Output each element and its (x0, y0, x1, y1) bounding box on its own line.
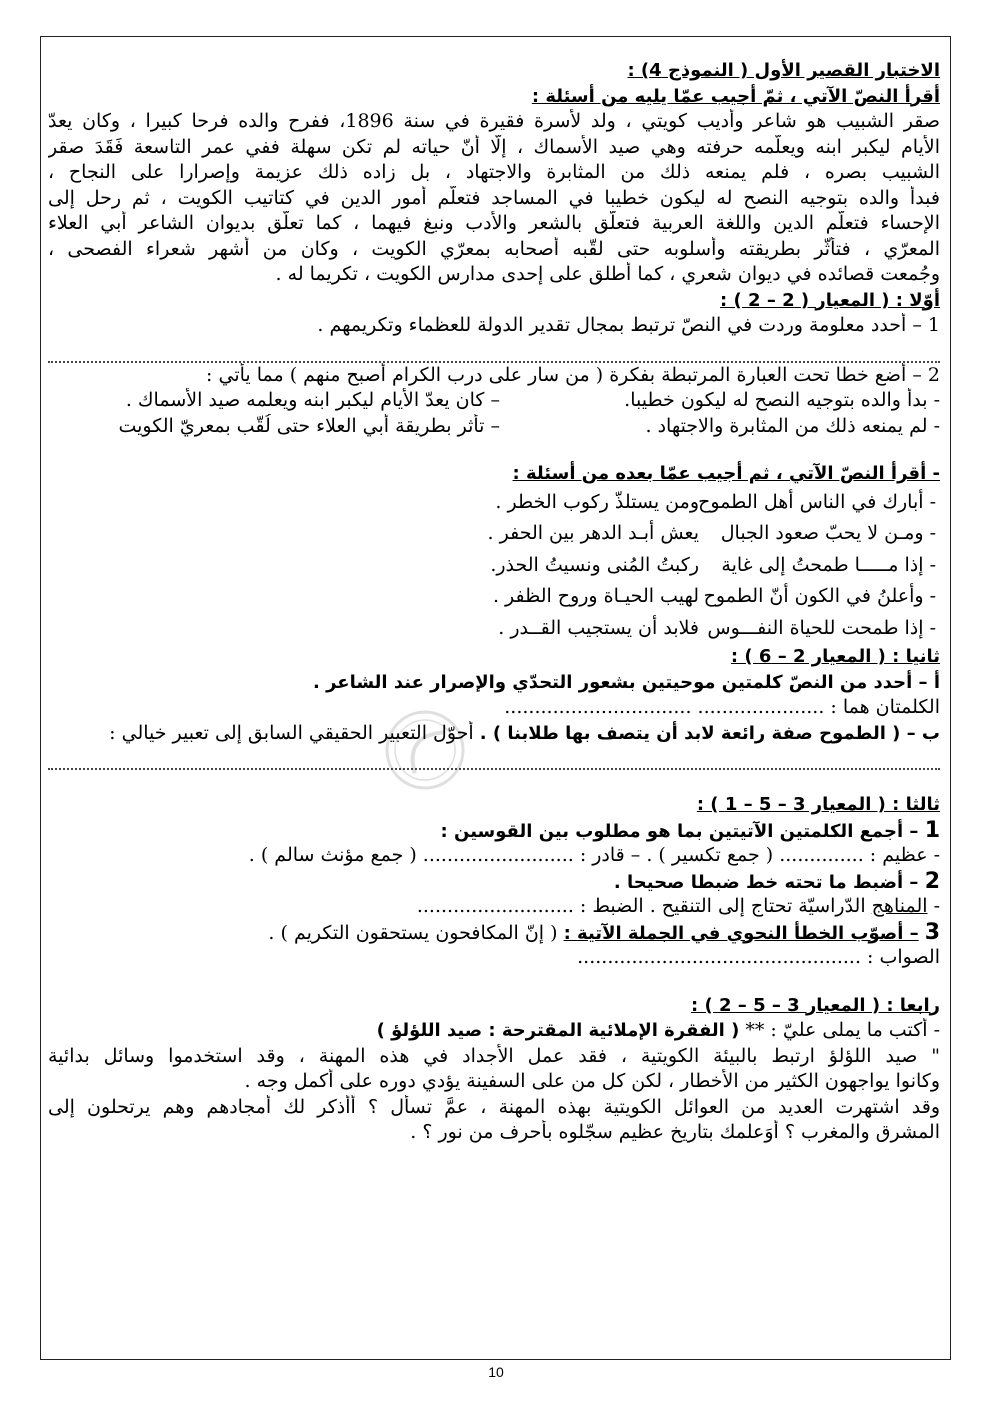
passage-line: الإحساء فتعلّم الدين واللغة العربية فتعلّق بالشعر والأدب ونبغ فيهما ، كما تعلّق بديوان الشاعر أبي العلاء (48, 212, 940, 234)
verse-second-half: فلابد أن يستجيب القــدر . (498, 616, 699, 639)
question-text: ( إنّ المكافحون يستحقون التكريم ) . (268, 921, 558, 944)
answer-line[interactable] (48, 339, 940, 363)
passage-line: الأيام ليكبر ابنه ويعلّمه حرفته وهي صيد الأسماك ، إلّا أنّ حياته لم تكن سهلة ففي عمر التاسعة فَقَدَ صقر (48, 135, 940, 158)
question-text: – أجمع الكلمتين الآتيتين بما هو مطلوب بين القوسين : (440, 820, 919, 842)
verse-second-half: لهيب الحيـاة وروح الظفر . (492, 585, 699, 607)
instruction-read-passage: أقرأ النصّ الآتي ، ثمّ أجيب عمّا يليه من أسئلة : (531, 85, 940, 107)
verse-second-half: يعش أبـد الدهر بين الحفر . (487, 522, 699, 544)
dictation-paragraph (48, 1044, 940, 1146)
dictation-line: المشرق والمغرب ؟ أوَعلمك بتاريخ عظيم سجّلوه بأحرف من نور ؟ . (410, 1121, 940, 1143)
question-number: 3 (924, 919, 940, 945)
passage-line: فبدأ والده بتوجيه النصح له ليكون خطيبا في المساجد فتعلّم أمور الدين في كتاتيب الكويت ، ثم رحل إلى (48, 186, 940, 209)
section1-heading: أوّلا : ( المعيار ( 2 – 2 ) : (720, 289, 940, 311)
question-text: – أحدد معلومة وردت في النصّ ترتبط بمجال تقدير الدولة للعظماء وتكريمهم . (317, 314, 922, 336)
section3-q3 (48, 920, 940, 946)
passage-line: الشبيب بصره ، فلم يمنعه ذلك من المثابرة والاجتهاد ، بل زاده ذلك عزيمة وإصرارا على النجاح ، (48, 161, 940, 183)
dictation-line: " صيد اللؤلؤ ارتبط بالبيئة الكويتية ، فقد عمل الأجداد في هذه المهنة ، وقد استخدموا وسائل بدائية (48, 1044, 940, 1067)
verse-first-half: - إذا مـــــا طمحتُ إلى غاية (721, 553, 936, 576)
section3-q2 (48, 869, 940, 895)
verse-first-half: - إذا طمحت للحياة النفـــوس (707, 616, 936, 639)
passage-line: المعرّي ، فتأثّر بطريقته وأسلوبه حتى لقّبه أصحابه بمعرّي الكويت ، وكان من أشهر شعراء الفصحى ، (48, 237, 940, 260)
verse-second-half: ومن يستلذّ ركوب الخطر . (495, 490, 699, 513)
section3-q1 (48, 818, 940, 844)
question-number: 2 (924, 868, 940, 894)
passage-line: صقر الشبيب هو شاعر وأديب كويتي ، ولد لأسرة فقيرة في سنة 1896، ففرح والده فرحا كبيرا ، وكان يعدّ (48, 110, 940, 132)
question-text-bold: – أصوّب الخطأ النحوي في الجملة الآتية : (563, 922, 919, 944)
question-text: – أضبط ما تحته خط ضبطا صحيحا . (613, 871, 919, 893)
option-b[interactable]: – كان يعدّ الأيام ليكبر ابنه ويعلمه صيد الأسماك . (125, 389, 500, 411)
poem-verse (48, 581, 940, 613)
passage-line: وجُمعت قصائده في ديوان شعري ، كما أُطلق على إحدى مدارس الكويت ، تكريما له . (275, 263, 940, 285)
dictation-line: وقد اشتهرت العديد من العوائل الكويتية بهذه المهنة ، عمَّ تسأل ؟ أأذكر لك أمجادهم وهم يرتحلون إلى (48, 1095, 940, 1118)
dictation-instruction (48, 1018, 940, 1044)
section2-qb (48, 721, 940, 747)
poem-verse (48, 613, 940, 645)
option-a[interactable]: - بدأ والده بتوجيه النصح له ليكون خطيبا. (624, 389, 940, 411)
question-text-bold: ب – ( الطموح صفة رائعة لابد أن يتصف بها طلابنا ) . (479, 722, 940, 744)
section3-q3-answer[interactable]: الصواب : ............................................... (577, 946, 940, 968)
options-row (48, 414, 940, 440)
option-d[interactable]: – تأثر بطريقة أبي العلاء حتى لُقّب بمعريّ الكويت (118, 414, 500, 437)
poem-verse (48, 487, 940, 519)
section3-heading: ثالثا : ( المعيار 3 – 5 – 1 ) : (696, 794, 940, 815)
verse-first-half: - ومـن لا يحبّ صعود الجبال (720, 522, 936, 544)
options-row (48, 388, 940, 414)
verse-first-half: - وأعلنُ في الكون أنّ الطموح (703, 585, 936, 607)
poem-verse (48, 518, 940, 550)
underlined-word: المناهج (871, 895, 928, 917)
question-text: أحوّل التعبير الحقيقي السابق إلى تعبير خيالي : (109, 721, 474, 744)
sentence-rest: الدّراسيّة تحتاج إلى التنقيح . الضبط : .......................... (416, 895, 872, 917)
instruction-text: - أكتب ما يملى عليّ : ** (739, 1019, 940, 1041)
exam-content (48, 58, 940, 1146)
question-number: 1 (927, 314, 940, 336)
section4-heading: رابعا : ( المعيار 3 – 5 – 2 ) : (691, 994, 940, 1016)
poem (48, 487, 940, 645)
dash: - (927, 895, 940, 917)
section3-q1-line[interactable]: - عظيم : .............. ( جمع تكسير ) . – قادر : ......................... ( جمع مؤنث سالم ) . (248, 844, 940, 866)
answer-line[interactable] (48, 746, 940, 770)
section1-q1 (48, 313, 940, 339)
section2-qa: أ – أحدد من النصّ كلمتين موحيتين بشعور التحدّي والإصرار عند الشاعر . (312, 671, 940, 693)
exam-title: الاختبار القصير الأول ( النموذج 4) : (627, 60, 940, 81)
section1-q2: 2 – أضع خطا تحت العبارة المرتبطة بفكرة ( من سار على درب الكرام أصبح منهم ) مما يأتي : (206, 363, 940, 386)
page-number: 10 (488, 1364, 504, 1380)
section2-heading: ثانيا : ( المعيار 2 – 6 ) : (730, 646, 940, 667)
instruction-read-poem: - أقرأ النصّ الآتي ، ثم أجيب عمّا بعده من أسئلة : (512, 463, 940, 484)
section2-qa-answer[interactable]: الكلمتان هما : ..................... ............................... (504, 696, 940, 718)
section3-q2-line[interactable] (48, 894, 940, 920)
poem-verse (48, 550, 940, 582)
question-number: 1 (924, 817, 940, 843)
passage (48, 109, 940, 288)
verse-second-half: ركبتُ المُنى ونسيتُ الحذر. (490, 553, 699, 576)
dictation-title: ( الفقرة الإملائية المقترحة : صيد اللؤلؤ ) (376, 1020, 740, 1041)
dictation-line: وكانوا يواجهون الكثير من الأخطار ، لكن كل من على السفينة يؤدي دوره على أكمل وجه . (244, 1070, 940, 1092)
option-c[interactable]: - لم يمنعه ذلك من المثابرة والاجتهاد . (645, 414, 940, 437)
verse-first-half: - أبارك في الناس أهل الطموح (698, 490, 936, 513)
